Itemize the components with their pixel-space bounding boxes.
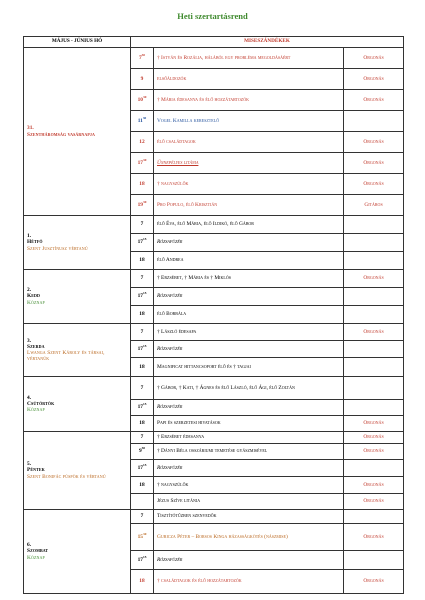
- intention-cell: † István és Rozália, hálából egy probléma megoldásáért: [154, 48, 344, 69]
- day-cell-thursday: [24, 377, 131, 432]
- music-cell: [344, 288, 404, 306]
- table-row: [24, 216, 404, 234]
- day-feast: Köznap: [27, 554, 45, 561]
- day-cell-sunday: [24, 48, 131, 216]
- time-cell: 7: [131, 324, 154, 341]
- intention-cell: Rózsafüzér: [154, 288, 344, 306]
- intention-cell: élő családtagok: [154, 132, 344, 153]
- day-name: Szentháromság vasárnapja: [27, 131, 96, 138]
- table-row: [24, 270, 404, 288]
- time-cell: 18: [131, 477, 154, 494]
- day-name: Szombat: [27, 548, 49, 555]
- intention-cell: † Erzsébet, † Mária és † Miklós: [154, 270, 344, 288]
- day-number: 5.: [27, 461, 32, 468]
- time-cell: $11^{30}$: [131, 111, 154, 132]
- day-cell-wednesday: [24, 324, 131, 377]
- music-cell: Orgonás: [344, 570, 404, 594]
- day-name: Kedd: [27, 293, 41, 300]
- music-cell: [344, 111, 404, 132]
- day-number: 6.: [27, 542, 32, 549]
- music-cell: Orgonás: [344, 270, 404, 288]
- page-title: Heti szertartásrend: [177, 11, 248, 21]
- intention-cell: Vogel Kamilla keresztelő: [154, 111, 344, 132]
- time-cell: 7: [131, 270, 154, 288]
- time-cell: 9: [131, 69, 154, 90]
- day-feast: Szent Bonifác püspök és vértanú: [27, 473, 106, 480]
- time-cell: 12: [131, 132, 154, 153]
- music-cell: [344, 377, 404, 400]
- intention-cell: Tisztítótűzben szenvedők: [154, 510, 344, 524]
- music-cell: Gitáros: [344, 195, 404, 216]
- day-name: Péntek: [27, 467, 45, 474]
- music-cell: [344, 341, 404, 358]
- table-row: [24, 48, 404, 69]
- music-cell: [344, 306, 404, 324]
- time-cell: 7: [131, 216, 154, 234]
- time-cell: $9^{30}$: [131, 444, 154, 460]
- music-cell: Orgonás: [344, 132, 404, 153]
- time-cell: $17^{30}$: [131, 153, 154, 174]
- time-cell: 7: [131, 510, 154, 524]
- music-cell: Orgonás: [344, 416, 404, 432]
- time-cell: 18: [131, 174, 154, 195]
- intention-cell: † nagyszülők: [154, 477, 344, 494]
- time-cell: 18: [131, 358, 154, 377]
- music-cell: [344, 216, 404, 234]
- time-cell: $10^{30}$: [131, 90, 154, 111]
- day-number: 31.: [27, 125, 34, 132]
- intention-cell: Rózsafüzér: [154, 341, 344, 358]
- intention-cell: † családtagok és élő hozzátartozók: [154, 570, 344, 594]
- day-feast: Lwanga Szent Károly és társai, vértanúk: [27, 350, 105, 363]
- time-cell: 7: [131, 377, 154, 400]
- intention-cell: Rózsafüzér: [154, 400, 344, 416]
- intention-cell: † László édesapa: [154, 324, 344, 341]
- time-cell: $17^{15}$: [131, 234, 154, 252]
- table-row: [24, 377, 404, 400]
- day-feast: Köznap: [27, 299, 45, 306]
- intention-cell: Rózsafüzér: [154, 551, 344, 570]
- intention-cell: Pro Populo, élő Krisztián: [154, 195, 344, 216]
- time-cell: $17^{15}$: [131, 288, 154, 306]
- music-cell: [344, 510, 404, 524]
- time-cell: $17^{15}$: [131, 460, 154, 477]
- day-cell-saturday: [24, 510, 131, 594]
- music-cell: [344, 551, 404, 570]
- time-cell: $7^{30}$: [131, 48, 154, 69]
- intention-cell: elsőáldozók: [154, 69, 344, 90]
- intention-cell: Papi és szerzetesi hivatások: [154, 416, 344, 432]
- time-cell: 18: [131, 570, 154, 594]
- time-cell: $19^{30}$: [131, 195, 154, 216]
- time-cell: 18: [131, 306, 154, 324]
- header-row: [24, 37, 404, 48]
- music-cell: Orgonás: [344, 324, 404, 341]
- table-row: [24, 510, 404, 524]
- music-cell: Orgonás: [344, 153, 404, 174]
- time-cell: $17^{15}$: [131, 341, 154, 358]
- music-cell: Orgonás: [344, 444, 404, 460]
- day-number: 4.: [27, 394, 32, 401]
- period-header: MÁJUS - JÚNIUS HÓ: [24, 37, 131, 48]
- time-cell: $17^{15}$: [131, 551, 154, 570]
- music-cell: [344, 234, 404, 252]
- day-number: 2.: [27, 287, 32, 294]
- music-cell: Orgonás: [344, 477, 404, 494]
- intention-cell: Ünnepélyes litánia: [154, 153, 344, 174]
- music-cell: [344, 460, 404, 477]
- intention-cell: élő Andrea: [154, 252, 344, 270]
- intentions-header: MISESZÁNDÉKEK: [131, 37, 404, 48]
- time-cell: [131, 494, 154, 510]
- music-cell: Orgonás: [344, 174, 404, 195]
- day-name: Hétfő: [27, 239, 43, 246]
- intention-cell: Magnificat hittancsoport élő és † tagjai: [154, 358, 344, 377]
- intention-cell: † Dányi Béla osszáriumi temetése gyászmisével: [154, 444, 344, 460]
- day-name: Szerda: [27, 343, 45, 350]
- intention-cell: élő Éva, élő Mária, élő Ildikó, élő Gábor: [154, 216, 344, 234]
- time-cell: $15^{30}$: [131, 524, 154, 551]
- day-feast: Köznap: [27, 407, 45, 414]
- day-number: 3.: [27, 337, 32, 344]
- schedule-table: [23, 36, 404, 594]
- music-cell: [344, 358, 404, 377]
- day-name: Csütörtök: [27, 400, 55, 407]
- music-cell: Orgonás: [344, 494, 404, 510]
- intention-cell: Guricza Péter – Borsos Kinga házasságkötés (nászmise): [154, 524, 344, 551]
- day-cell-friday: [24, 432, 131, 510]
- time-cell: 18: [131, 252, 154, 270]
- day-number: 1.: [27, 233, 32, 240]
- intention-cell: † nagyszülők: [154, 174, 344, 195]
- time-cell: 18: [131, 416, 154, 432]
- time-cell: $17^{15}$: [131, 400, 154, 416]
- music-cell: Orgonás: [344, 90, 404, 111]
- day-cell-monday: [24, 216, 131, 270]
- intention-cell: † Mária édesanya és élő hozzátartozók: [154, 90, 344, 111]
- music-cell: [344, 252, 404, 270]
- music-cell: Orgonás: [344, 524, 404, 551]
- music-cell: Orgonás: [344, 432, 404, 444]
- table-row: [24, 324, 404, 341]
- intention-cell: Rózsafüzér: [154, 234, 344, 252]
- table-row: [24, 432, 404, 444]
- music-cell: Orgonás: [344, 48, 404, 69]
- intention-cell: élő Borbála: [154, 306, 344, 324]
- day-feast: Szent Jusztínusz vértanú: [27, 245, 88, 252]
- intention-cell: † Erzsébet édesanya: [154, 432, 344, 444]
- intention-cell: † Gábor, † Kati, † Ágnes és élő László, élő Ági, élő Zoltán: [154, 377, 344, 400]
- day-cell-tuesday: [24, 270, 131, 324]
- time-cell: 7: [131, 432, 154, 444]
- intention-cell: Rózsafüzér: [154, 460, 344, 477]
- intention-cell: Jézus Szíve litánia: [154, 494, 344, 510]
- music-cell: Orgonás: [344, 69, 404, 90]
- music-cell: [344, 400, 404, 416]
